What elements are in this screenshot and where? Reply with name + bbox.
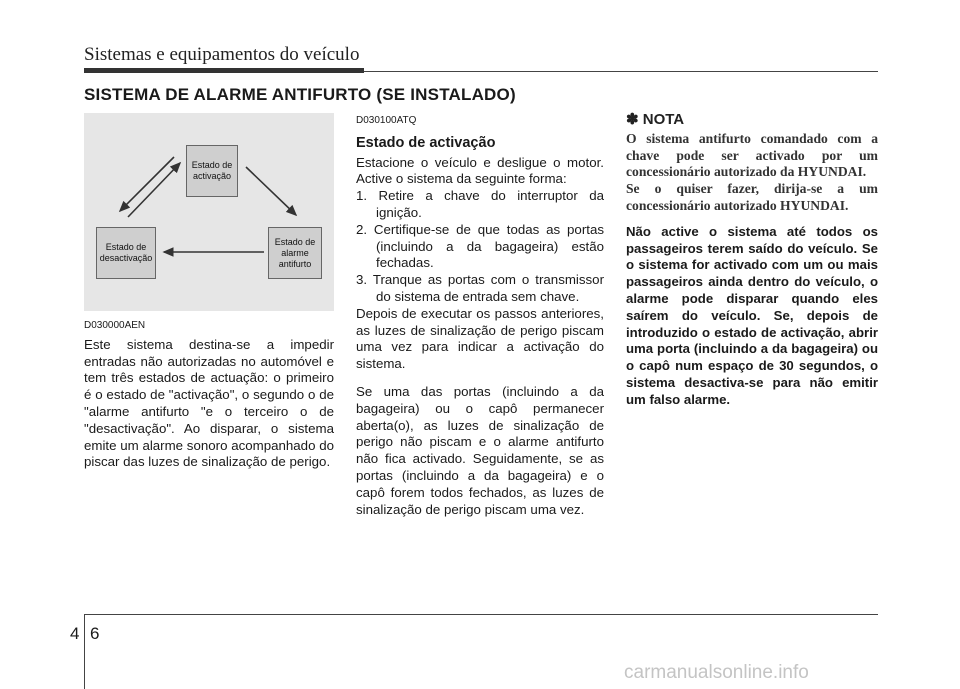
steps-intro: Estacione o veículo e desligue o motor. Active o sistema da seguinte forma: (356, 154, 604, 187)
subsection-title: Estado de activação (356, 134, 496, 151)
note-title: ✽ NOTA (626, 111, 685, 128)
step-item: 3. Tranque as portas com o transmissor do sistema de entrada sem chave. (356, 272, 604, 304)
doc-code: D030000AEN (84, 320, 146, 331)
footer-rule (84, 614, 878, 615)
doc-code: D030100ATQ (356, 115, 417, 126)
paragraph: Se uma das portas (incluindo a da bagageira) ou o capô permanecer aberta(o), as luzes de sinalização de perigo não piscam e o alarme antifurto não fica activado. Seguidamente, se as portas (incluindo a da bagageira) e o capô forem todos fechados, as luzes de sinalização de perigo piscam uma vez. (356, 383, 604, 517)
watermark: carmanualsonline.info (624, 662, 809, 683)
running-header: Sistemas e equipamentos do veículo (84, 44, 360, 65)
box-alarm-label: Estado de alarme antifurto (274, 236, 316, 269)
intro-paragraph: Este sistema destina-se a impedir entradas não autorizadas no automóvel e tem três estados de actuação: o primeiro é o estado de "activação", o segundo o de "alarme antifurto "e o terceiro o de "desactivação". Ao disparar, o sistema emite um alarme sonoro acompanhado do piscar das luzes de sinalização de perigo. (84, 336, 334, 470)
middle-column (356, 113, 604, 518)
page-number: 6 (90, 624, 100, 643)
footer-divider (84, 614, 85, 689)
arrow-activation-to-deactivation (120, 157, 174, 211)
step-item: 1. Retire a chave do interruptor da ignição. (356, 188, 604, 220)
paragraph: Depois de executar os passos anteriores, as luzes de sinalização de perigo piscam uma vez para indicar a activação do sistema. (356, 305, 604, 372)
arrow-deactivation-to-activation (128, 163, 180, 217)
box-deactivation-label: Estado de desactivação (99, 242, 153, 263)
note-column (626, 112, 878, 409)
left-column (84, 318, 334, 471)
header-rule (364, 71, 878, 72)
chapter-number: 4 (70, 624, 80, 643)
box-activation-label: Estado de activação (191, 160, 233, 181)
arrow-activation-to-alarm (246, 167, 296, 215)
step-item: 2. Certifique-se de que todas as portas (incluindo a da bagageira) estão fechadas. (356, 221, 604, 271)
state-diagram (84, 113, 334, 311)
header-bar (84, 68, 364, 73)
note-text: O sistema antifurto comandado com a chave pode ser activado por um concessionário autorizado da HYUNDAI. (626, 130, 878, 180)
note-warning: Não active o sistema até todos os passageiros terem saído do veículo. Se o sistema for activado com um ou mais passageiros ainda dentro do veículo, o alarme pode disparar quando eles saírem do veículo. Se, depois de introduzido o estado de activação, abrir uma porta (incluindo a da bagageira) ou o capô num espaço de 30 segundos, o sistema desactiva-se para não emitir um falso alarme. (626, 223, 878, 407)
note-text: Se o quiser fazer, dirija-se a um concessionário autorizado HYUNDAI. (626, 181, 878, 213)
diagram-arrows (84, 113, 334, 311)
section-title: SISTEMA DE ALARME ANTIFURTO (SE INSTALADO) (84, 85, 516, 104)
